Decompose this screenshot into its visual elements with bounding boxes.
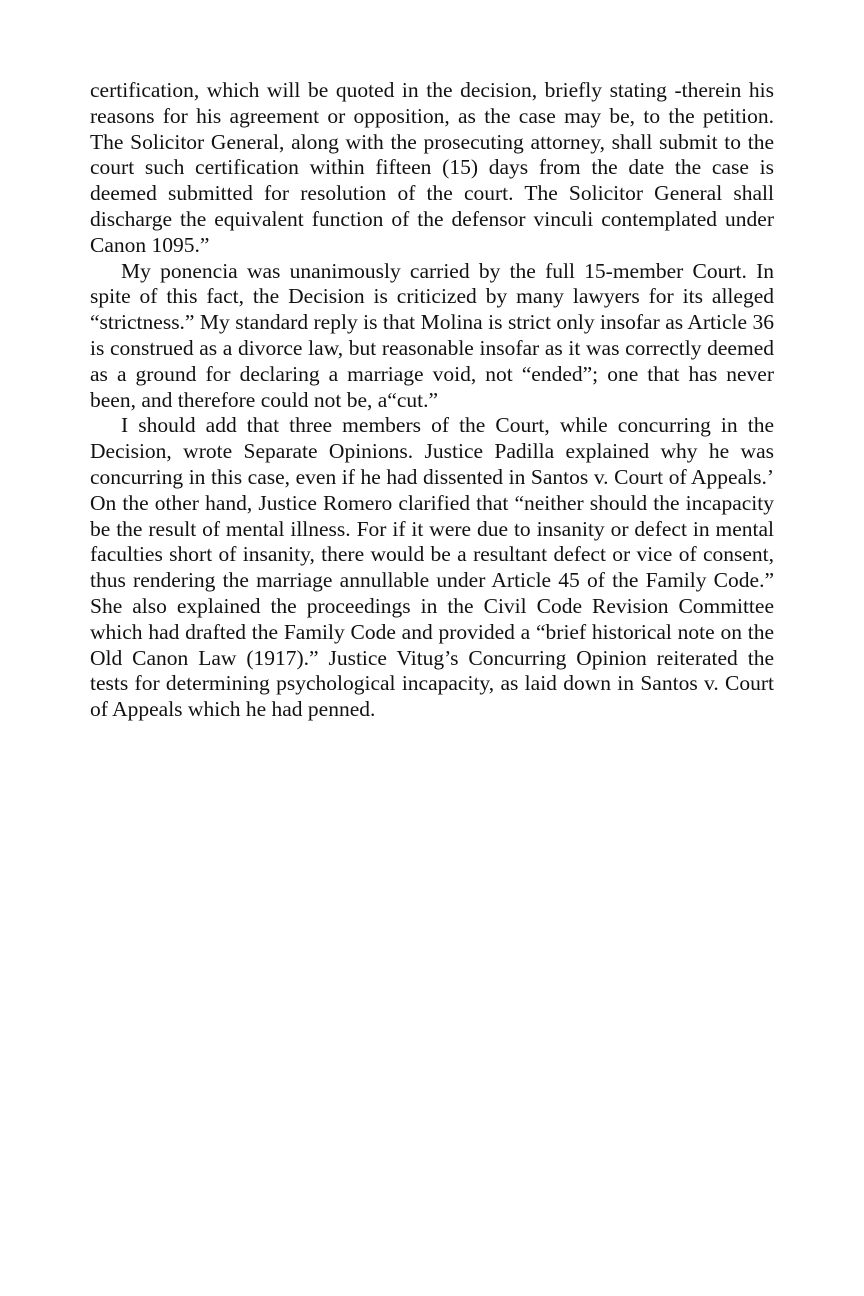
paragraph-separate-opinions: I should add that three members of the Court, while concurring in the Decision, wrote Separate Opinions. Justice Padilla explained why he was concurring in this case, even if he had dissented in Santos v. Court of Appeals.’ On the other hand, Justice Romero clarified that “neither should the incapacity be the result of mental illness. For if it were due to insanity or defect in mental faculties short of insanity, there would be a resultant defect or vice of consent, thus rendering the marriage annullable under Article 45 of the Family Code.” She also explained the proceedings in the Civil Code Revision Committee which had drafted the Family Code and provided a “brief historical note on the Old Canon Law (1917).” Justice Vitug’s Concurring Opinion reiterated the tests for determining psychological incapacity, as laid down in Santos v. Court of Appeals which he had penned. bbox=[90, 413, 774, 722]
paragraph-ponencia: My ponencia was unanimously carried by the full 15-member Court. In spite of this fact, the Decision is criticized by many lawyers for its alleged “strictness.” My standard reply is that Molina is strict only insofar as Article 36 is construed as a divorce law, but reasonable insofar as it was correctly deemed as a ground for declaring a marriage void, not “ended”; one that has never been, and therefore could not be, a“cut.” bbox=[90, 258, 774, 412]
paragraph-certification-continued: certification, which will be quoted in the decision, briefly stating -therein his reasons for his agreement or opposition, as the case may be, to the petition. The Solicitor General, along with the prosecuting attorney, shall submit to the court such certification within fifteen (15) days from the date the case is deemed submitted for resolution of the court. The Solicitor General shall discharge the equivalent function of the defensor vinculi contemplated under Canon 1095.” bbox=[90, 78, 774, 257]
document-page bbox=[90, 78, 774, 723]
